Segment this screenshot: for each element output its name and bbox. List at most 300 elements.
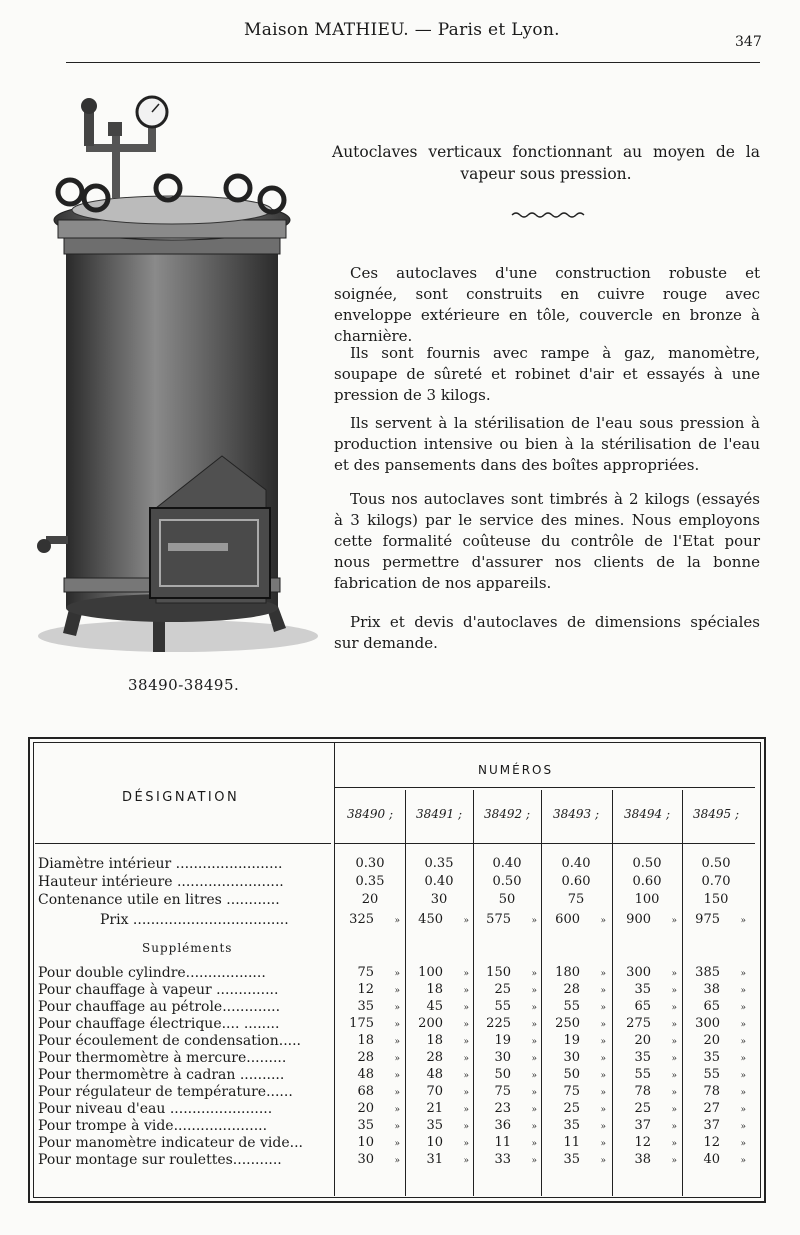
- table-cell: [477, 981, 541, 999]
- table-row-label: Pour chauffage au pétrole.............: [38, 999, 281, 1015]
- table-row-label: Pour manomètre indicateur de vide...: [38, 1135, 303, 1151]
- table-row-label: Pour thermomètre à cadran ..........: [38, 1067, 285, 1083]
- paragraph-2: Ils sont fournis avec rampe à gaz, manomètre, soupape de sûreté et robinet d'air et essayés à une pression de 3 kilogs.: [334, 344, 760, 404]
- supplement-value: 25: [563, 1101, 580, 1116]
- col-divider-4: [612, 790, 613, 1196]
- supplement-value: 38: [703, 982, 720, 997]
- supplement-value: 37: [634, 1118, 651, 1133]
- table-cell: [340, 1134, 404, 1152]
- table-cell: [409, 1117, 473, 1135]
- table-row-label: Hauteur intérieure ........................: [38, 874, 284, 890]
- price-cell: [409, 911, 473, 929]
- ditto-mark: »: [531, 1088, 537, 1098]
- page-number: 347: [735, 34, 762, 50]
- supplement-value: 78: [703, 1084, 720, 1099]
- table-cell: [477, 998, 541, 1016]
- supplement-value: 35: [357, 999, 374, 1014]
- col-divider-1: [405, 790, 406, 1196]
- table-cell: [409, 1134, 473, 1152]
- table-cell: 0.40: [492, 856, 522, 871]
- table-cell: [409, 1066, 473, 1084]
- columns-rule: [335, 843, 755, 844]
- table-cell: [477, 1151, 541, 1169]
- price-cell: [477, 911, 541, 929]
- table-cell: 0.60: [561, 874, 591, 889]
- heading-line-2: vapeur sous pression.: [460, 165, 632, 183]
- table-cell: 0.30: [355, 856, 385, 871]
- ditto-mark: »: [671, 1037, 677, 1047]
- ditto-mark: »: [394, 986, 400, 996]
- supplement-value: 38: [634, 1152, 651, 1167]
- table-cell: [617, 1151, 681, 1169]
- table-cell: [546, 1049, 610, 1067]
- price-value: 600: [555, 912, 580, 927]
- table-cell: [409, 1015, 473, 1033]
- table-cell: [686, 1100, 750, 1118]
- col-divider-2: [473, 790, 474, 1196]
- table-row-label: Pour chauffage électrique.... ........: [38, 1016, 280, 1032]
- supplement-value: 180: [555, 965, 580, 980]
- supplement-value: 48: [426, 1067, 443, 1082]
- price-value: 900: [626, 912, 651, 927]
- ditto-mark: »: [463, 969, 469, 979]
- table-cell: [686, 964, 750, 982]
- ditto-mark: »: [740, 1088, 746, 1098]
- ditto-mark: »: [394, 1020, 400, 1030]
- ditto-mark: »: [394, 1105, 400, 1115]
- supplement-value: 68: [357, 1084, 374, 1099]
- table-row-label: Pour niveau d'eau .......................: [38, 1101, 273, 1117]
- ditto-mark: »: [600, 1003, 606, 1013]
- supplement-value: 300: [626, 965, 651, 980]
- ditto-mark: »: [394, 916, 400, 926]
- ditto-mark: »: [600, 1122, 606, 1132]
- ditto-mark: »: [600, 1020, 606, 1030]
- table-row-label: Pour montage sur roulettes...........: [38, 1152, 282, 1168]
- table-cell: [546, 1083, 610, 1101]
- supplement-value: 30: [357, 1152, 374, 1167]
- ditto-mark: »: [740, 986, 746, 996]
- ditto-mark: »: [600, 1071, 606, 1081]
- ditto-mark: »: [740, 1156, 746, 1166]
- ditto-mark: »: [463, 1156, 469, 1166]
- table-cell: [617, 1015, 681, 1033]
- table-row-label: Pour chauffage à vapeur ..............: [38, 982, 279, 998]
- figure-caption: 38490-38495.: [128, 676, 240, 694]
- header-rule: [66, 62, 760, 63]
- ditto-mark: »: [600, 986, 606, 996]
- paragraph-4: Tous nos autoclaves sont timbrés à 2 kilogs (essayés à 3 kilogs) par le service des mines. Nous employons cette formalité coûteuse du contrôle de l'Etat pour nous permettre d'assurer nos clients de la bonne fabrication de nos appareils.: [334, 490, 760, 592]
- paragraph-5: Prix et devis d'autoclaves de dimensions spéciales sur demande.: [334, 613, 760, 652]
- table-cell: [686, 981, 750, 999]
- table-cell: [617, 981, 681, 999]
- supplement-value: 250: [555, 1016, 580, 1031]
- supplement-value: 28: [426, 1050, 443, 1065]
- ditto-mark: »: [531, 916, 537, 926]
- ditto-mark: »: [671, 969, 677, 979]
- table-cell: [617, 1100, 681, 1118]
- ditto-mark: »: [740, 1071, 746, 1081]
- ditto-mark: »: [671, 1020, 677, 1030]
- table-cell: [686, 1083, 750, 1101]
- table-cell: 20: [361, 892, 379, 907]
- table-row-label: Pour thermomètre à mercure.........: [38, 1050, 287, 1066]
- table-cell: [546, 964, 610, 982]
- table-cell: [340, 1049, 404, 1067]
- ditto-mark: »: [531, 1122, 537, 1132]
- autoclave-illustration: [28, 88, 318, 668]
- table-cell: [686, 1151, 750, 1169]
- ditto-mark: »: [531, 1105, 537, 1115]
- supplement-value: 36: [494, 1118, 511, 1133]
- ditto-mark: »: [600, 1156, 606, 1166]
- supplement-value: 175: [349, 1016, 374, 1031]
- ditto-mark: »: [531, 1071, 537, 1081]
- ditto-mark: »: [600, 1054, 606, 1064]
- supplement-value: 28: [563, 982, 580, 997]
- ditto-mark: »: [394, 1003, 400, 1013]
- table-cell: [617, 998, 681, 1016]
- table-cell: 30: [430, 892, 448, 907]
- supplement-value: 75: [563, 1084, 580, 1099]
- table-cell: 0.35: [355, 874, 385, 889]
- ditto-mark: »: [463, 1122, 469, 1132]
- supplement-value: 35: [563, 1152, 580, 1167]
- table-cell: [686, 1117, 750, 1135]
- supplement-value: 20: [634, 1033, 651, 1048]
- supplement-value: 150: [486, 965, 511, 980]
- ditto-mark: »: [463, 1003, 469, 1013]
- col-divider-3: [541, 790, 542, 1196]
- supplement-value: 12: [634, 1135, 651, 1150]
- table-cell: [477, 1066, 541, 1084]
- supplement-value: 35: [634, 1050, 651, 1065]
- supplement-value: 48: [357, 1067, 374, 1082]
- ditto-mark: »: [740, 916, 746, 926]
- table-cell: [409, 1049, 473, 1067]
- table-cell: [477, 1134, 541, 1152]
- table-cell: [686, 1015, 750, 1033]
- table-cell: [546, 981, 610, 999]
- ditto-mark: »: [671, 1122, 677, 1132]
- table-cell: [617, 1032, 681, 1050]
- ditto-mark: »: [463, 1071, 469, 1081]
- table-cell: 50: [498, 892, 516, 907]
- supplement-value: 20: [357, 1101, 374, 1116]
- ditto-mark: »: [463, 1088, 469, 1098]
- supplement-value: 100: [418, 965, 443, 980]
- ditto-mark: »: [531, 1054, 537, 1064]
- supplement-value: 18: [426, 982, 443, 997]
- table-cell: [617, 1066, 681, 1084]
- supplements-label: Suppléments: [142, 941, 233, 955]
- supplement-value: 50: [494, 1067, 511, 1082]
- ditto-mark: »: [600, 969, 606, 979]
- table-cell: [409, 981, 473, 999]
- table-cell: [546, 1134, 610, 1152]
- table-row-label: Prix ...................................: [100, 912, 289, 928]
- supplement-value: 19: [563, 1033, 580, 1048]
- ditto-mark: »: [671, 916, 677, 926]
- supplement-value: 40: [703, 1152, 720, 1167]
- supplement-value: 37: [703, 1118, 720, 1133]
- supplement-value: 31: [426, 1152, 443, 1167]
- supplement-value: 12: [703, 1135, 720, 1150]
- table-cell: [617, 1134, 681, 1152]
- table-cell: [686, 1134, 750, 1152]
- table-cell: [340, 1083, 404, 1101]
- table-cell: [340, 1151, 404, 1169]
- table-cell: [477, 1117, 541, 1135]
- column-header: 38493 ;: [552, 807, 600, 821]
- table-cell: [409, 1032, 473, 1050]
- ditto-mark: »: [531, 1020, 537, 1030]
- ditto-mark: »: [671, 1003, 677, 1013]
- table-cell: [340, 1117, 404, 1135]
- table-cell: [546, 998, 610, 1016]
- table-cell: [340, 1100, 404, 1118]
- ditto-mark: »: [600, 916, 606, 926]
- supplement-value: 11: [494, 1135, 511, 1150]
- price-value: 450: [418, 912, 443, 927]
- ditto-mark: »: [671, 1156, 677, 1166]
- section-heading: [332, 141, 760, 185]
- ditto-mark: »: [394, 1071, 400, 1081]
- supplement-value: 30: [494, 1050, 511, 1065]
- supplement-value: 75: [494, 1084, 511, 1099]
- supplement-value: 18: [426, 1033, 443, 1048]
- supplement-value: 10: [357, 1135, 374, 1150]
- table-cell: [340, 964, 404, 982]
- table-cell: 0.70: [701, 874, 731, 889]
- heading-line-1: Autoclaves verticaux fonctionnant au moyen de la: [332, 143, 760, 161]
- table-row-label: Pour écoulement de condensation.....: [38, 1033, 302, 1049]
- paragraph-1: Ces autoclaves d'une construction robuste et soignée, sont construits en cuivre rouge avec enveloppe extérieure en tôle, couvercle en bronze à charnière.: [334, 264, 760, 345]
- table-cell: [340, 981, 404, 999]
- supplement-value: 200: [418, 1016, 443, 1031]
- ditto-mark: »: [394, 969, 400, 979]
- table-cell: [477, 1083, 541, 1101]
- table-row-label: Pour trompe à vide.....................: [38, 1118, 268, 1134]
- supplement-value: 11: [563, 1135, 580, 1150]
- supplement-value: 28: [357, 1050, 374, 1065]
- table-row-label: Contenance utile en litres ............: [38, 892, 280, 908]
- price-cell: [340, 911, 404, 929]
- table-cell: [409, 1151, 473, 1169]
- ditto-mark: »: [600, 1037, 606, 1047]
- column-header: 38491 ;: [415, 807, 463, 821]
- table-cell: [617, 1083, 681, 1101]
- ditto-mark: »: [740, 1003, 746, 1013]
- column-header: 38494 ;: [623, 807, 671, 821]
- ditto-mark: »: [531, 1156, 537, 1166]
- supplement-value: 19: [494, 1033, 511, 1048]
- table-cell: 0.35: [424, 856, 454, 871]
- supplement-value: 225: [486, 1016, 511, 1031]
- ditto-mark: »: [394, 1054, 400, 1064]
- supplement-value: 33: [494, 1152, 511, 1167]
- ditto-mark: »: [463, 916, 469, 926]
- table-cell: [477, 1015, 541, 1033]
- ditto-mark: »: [463, 1139, 469, 1149]
- page-header: [0, 0, 800, 66]
- table-cell: [546, 1066, 610, 1084]
- table-cell: 0.50: [701, 856, 731, 871]
- table-cell: [409, 1083, 473, 1101]
- table-cell: [477, 1032, 541, 1050]
- ditto-mark: »: [740, 969, 746, 979]
- supplement-value: 78: [634, 1084, 651, 1099]
- table-cell: [409, 998, 473, 1016]
- ditto-mark: »: [463, 1105, 469, 1115]
- table-cell: 0.50: [492, 874, 522, 889]
- price-value: 975: [695, 912, 720, 927]
- supplement-value: 35: [634, 982, 651, 997]
- ditto-mark: »: [394, 1037, 400, 1047]
- ditto-mark: »: [740, 1105, 746, 1115]
- ditto-mark: »: [531, 969, 537, 979]
- price-cell: [546, 911, 610, 929]
- designation-header: DÉSIGNATION: [122, 790, 240, 805]
- supplement-value: 35: [563, 1118, 580, 1133]
- ditto-mark: »: [671, 1088, 677, 1098]
- table-cell: [617, 1117, 681, 1135]
- column-header: 38492 ;: [483, 807, 531, 821]
- supplement-value: 75: [357, 965, 374, 980]
- table-cell: [546, 1015, 610, 1033]
- table-row-label: Diamètre intérieur ........................: [38, 856, 283, 872]
- supplement-value: 21: [426, 1101, 443, 1116]
- price-cell: [617, 911, 681, 929]
- ditto-mark: »: [671, 1105, 677, 1115]
- ditto-mark: »: [531, 1037, 537, 1047]
- supplement-value: 65: [703, 999, 720, 1014]
- table-cell: [340, 998, 404, 1016]
- price-value: 325: [349, 912, 374, 927]
- ditto-mark: »: [463, 1037, 469, 1047]
- table-cell: [686, 1049, 750, 1067]
- ditto-mark: »: [671, 986, 677, 996]
- table-cell: [546, 1100, 610, 1118]
- supplement-value: 10: [426, 1135, 443, 1150]
- supplement-value: 55: [563, 999, 580, 1014]
- designation-rule: [35, 843, 331, 844]
- supplement-value: 65: [634, 999, 651, 1014]
- table-cell: [617, 964, 681, 982]
- col-divider-5: [682, 790, 683, 1196]
- ditto-mark: »: [671, 1139, 677, 1149]
- ditto-mark: »: [740, 1037, 746, 1047]
- table-row-label: Pour régulateur de température......: [38, 1084, 293, 1100]
- supplement-value: 45: [426, 999, 443, 1014]
- table-cell: 75: [567, 892, 585, 907]
- table-divider: [334, 742, 335, 1196]
- table-cell: 100: [634, 892, 660, 907]
- supplement-value: 35: [357, 1118, 374, 1133]
- price-cell: [686, 911, 750, 929]
- supplement-value: 35: [703, 1050, 720, 1065]
- supplement-value: 55: [494, 999, 511, 1014]
- supplement-value: 300: [695, 1016, 720, 1031]
- table-cell: 0.60: [632, 874, 662, 889]
- table-cell: [477, 1100, 541, 1118]
- table-cell: [617, 1049, 681, 1067]
- table-cell: 150: [703, 892, 729, 907]
- ditto-mark: »: [740, 1122, 746, 1132]
- table-cell: [546, 1117, 610, 1135]
- table-cell: [686, 1032, 750, 1050]
- table-row-label: Pour double cylindre..................: [38, 965, 266, 981]
- paragraph-3: Ils servent à la stérilisation de l'eau sous pression à production intensive ou bien à la stérilisation de l'eau et des pansements dans des boîtes appropriées.: [334, 414, 760, 474]
- table-cell: [409, 1100, 473, 1118]
- supplement-value: 50: [563, 1067, 580, 1082]
- ditto-mark: »: [463, 986, 469, 996]
- ditto-mark: »: [394, 1156, 400, 1166]
- ditto-mark: »: [740, 1020, 746, 1030]
- ditto-mark: »: [531, 986, 537, 996]
- numeros-rule: [335, 787, 755, 788]
- ditto-mark: »: [600, 1088, 606, 1098]
- table-cell: [409, 964, 473, 982]
- column-header: 38490 ;: [346, 807, 394, 821]
- table-cell: 0.40: [561, 856, 591, 871]
- supplement-value: 18: [357, 1033, 374, 1048]
- supplement-value: 70: [426, 1084, 443, 1099]
- table-cell: [546, 1032, 610, 1050]
- supplement-value: 385: [695, 965, 720, 980]
- ditto-mark: »: [531, 1139, 537, 1149]
- ditto-mark: »: [394, 1122, 400, 1132]
- ditto-mark: »: [394, 1088, 400, 1098]
- supplement-value: 25: [634, 1101, 651, 1116]
- supplement-value: 55: [634, 1067, 651, 1082]
- supplement-value: 275: [626, 1016, 651, 1031]
- supplement-value: 27: [703, 1101, 720, 1116]
- price-value: 575: [486, 912, 511, 927]
- table-cell: 0.50: [632, 856, 662, 871]
- supplement-value: 30: [563, 1050, 580, 1065]
- ditto-mark: »: [394, 1139, 400, 1149]
- table-cell: [546, 1151, 610, 1169]
- ditto-mark: »: [531, 1003, 537, 1013]
- supplement-value: 35: [426, 1118, 443, 1133]
- supplement-value: 20: [703, 1033, 720, 1048]
- table-cell: [340, 1066, 404, 1084]
- supplement-value: 23: [494, 1101, 511, 1116]
- table-cell: 0.40: [424, 874, 454, 889]
- ditto-mark: »: [463, 1020, 469, 1030]
- table-cell: [340, 1015, 404, 1033]
- ditto-mark: »: [740, 1139, 746, 1149]
- supplement-value: 55: [703, 1067, 720, 1082]
- table-cell: [477, 1049, 541, 1067]
- ditto-mark: »: [671, 1071, 677, 1081]
- ditto-mark: »: [600, 1139, 606, 1149]
- ditto-mark: »: [740, 1054, 746, 1064]
- column-header: 38495 ;: [692, 807, 740, 821]
- decorative-flourish: [510, 211, 590, 219]
- ditto-mark: »: [671, 1054, 677, 1064]
- ditto-mark: »: [600, 1105, 606, 1115]
- table-cell: [340, 1032, 404, 1050]
- table-cell: [686, 1066, 750, 1084]
- numeros-header: NUMÉROS: [478, 763, 554, 777]
- table-cell: [686, 998, 750, 1016]
- table-cell: [477, 964, 541, 982]
- supplement-value: 25: [494, 982, 511, 997]
- ditto-mark: »: [463, 1054, 469, 1064]
- supplement-value: 12: [357, 982, 374, 997]
